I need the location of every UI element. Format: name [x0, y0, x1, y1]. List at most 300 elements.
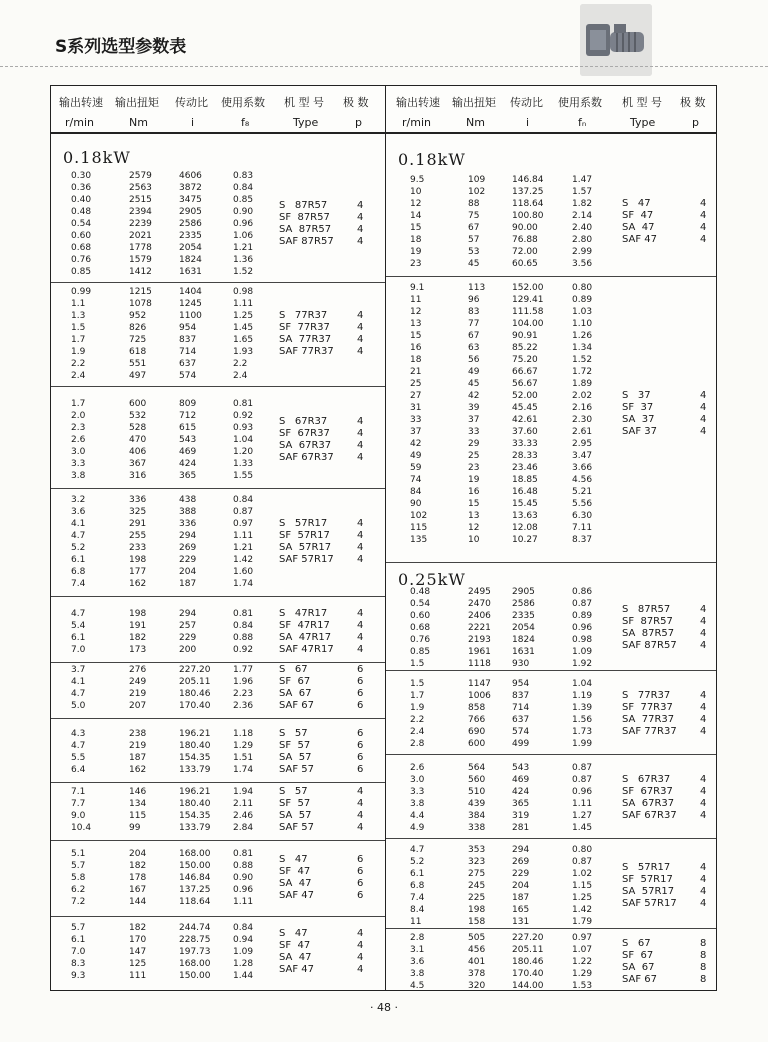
group-divider: [386, 670, 716, 671]
column-ratio: [512, 932, 544, 992]
cell-ratio: 180.46: [179, 689, 211, 699]
model-poles: 4: [357, 310, 364, 321]
cell-factor: 1.79: [572, 917, 593, 927]
cell-ratio: 469: [179, 447, 197, 457]
cell-ratio: 170.40: [512, 969, 544, 979]
cell-torque: 167: [129, 885, 147, 895]
cell-ratio: 180.46: [512, 957, 544, 967]
cell-speed: 0.60: [410, 611, 431, 621]
model-poles: 4: [357, 236, 364, 247]
cell-ratio: 257: [179, 621, 197, 631]
cell-ratio: 809: [179, 399, 197, 409]
cell-ratio: 543: [179, 435, 197, 445]
cell-speed: 5.0: [71, 701, 86, 711]
cell-speed: 0.48: [410, 587, 431, 597]
cell-torque: 63: [468, 343, 480, 353]
group-divider: [51, 282, 386, 283]
cell-ratio: 168.00: [179, 849, 211, 859]
cell-ratio: 45.45: [512, 403, 538, 413]
cell-torque: 162: [129, 579, 147, 589]
cell-factor: 0.89: [572, 611, 593, 621]
model-poles: 4: [357, 428, 364, 439]
column-ratio: [512, 174, 544, 270]
column-speed: [71, 608, 85, 656]
model-poles: 4: [700, 810, 707, 821]
cell-speed: 6.8: [71, 567, 86, 577]
cell-ratio: 165: [512, 905, 530, 915]
cell-torque: 249: [129, 677, 147, 687]
cell-torque: 49: [468, 367, 480, 377]
model-type: S 57: [279, 786, 308, 797]
cell-torque: 182: [129, 923, 147, 933]
cell-ratio: 154.35: [179, 811, 211, 821]
unit-ratio: i: [526, 116, 530, 129]
column-factor: [233, 608, 253, 656]
model-type: SAF 57R17: [279, 554, 334, 565]
cell-factor: 0.88: [233, 633, 254, 643]
cell-speed: 3.6: [71, 507, 86, 517]
cell-torque: 600: [468, 739, 486, 749]
model-poles: 4: [357, 224, 364, 235]
column-factor: [572, 932, 592, 992]
cell-factor: 1.60: [233, 567, 254, 577]
cell-ratio: 2054: [512, 623, 535, 633]
cell-speed: 19: [410, 247, 422, 257]
group-divider: [51, 916, 386, 917]
cell-torque: 109: [468, 175, 486, 185]
cell-factor: 0.98: [233, 287, 254, 297]
cell-ratio: 2054: [179, 243, 202, 253]
cell-torque: 2394: [129, 207, 152, 217]
cell-torque: 99: [129, 823, 141, 833]
cell-speed: 12: [410, 199, 422, 209]
model-poles: 4: [700, 628, 707, 639]
cell-torque: 77: [468, 319, 480, 329]
cell-torque: 83: [468, 307, 480, 317]
cell-torque: 187: [129, 753, 147, 763]
cell-torque: 497: [129, 371, 147, 381]
cell-ratio: 76.88: [512, 235, 538, 245]
cell-ratio: 23.46: [512, 463, 538, 473]
cell-speed: 11: [410, 917, 422, 927]
model-type: SF 87R57: [622, 616, 673, 627]
model-type: SA 67R37: [279, 440, 332, 451]
cell-torque: 225: [468, 893, 486, 903]
cell-speed: 6.1: [410, 869, 425, 879]
model-poles: 4: [700, 390, 707, 401]
unit-factor: fₙ: [578, 116, 587, 129]
cell-ratio: 2586: [179, 219, 202, 229]
cell-torque: 173: [129, 645, 147, 655]
cell-factor: 1.74: [233, 765, 254, 775]
model-poles: 4: [357, 518, 364, 529]
cell-factor: 0.80: [572, 283, 593, 293]
cell-speed: 9.0: [71, 811, 86, 821]
cell-torque: 766: [468, 715, 486, 725]
group-divider: [386, 838, 716, 839]
cell-speed: 2.4: [71, 371, 86, 381]
model-poles: 4: [700, 702, 707, 713]
unit-factor: f₈: [241, 116, 250, 129]
cell-speed: 6.1: [71, 633, 86, 643]
cell-factor: 0.94: [233, 935, 254, 945]
cell-torque: 564: [468, 763, 486, 773]
column-ratio: [512, 586, 535, 670]
cell-factor: 0.92: [233, 411, 254, 421]
cell-speed: 0.30: [71, 171, 92, 181]
cell-speed: 9.5: [410, 175, 425, 185]
column-speed: [71, 664, 85, 712]
cell-speed: 6.1: [71, 935, 86, 945]
cell-factor: 1.19: [572, 691, 593, 701]
cell-factor: 1.02: [572, 869, 593, 879]
cell-torque: 162: [129, 765, 147, 775]
column-ratio: [179, 398, 196, 482]
cell-factor: 1.74: [233, 579, 254, 589]
cell-torque: 177: [129, 567, 147, 577]
cell-factor: 0.93: [233, 423, 254, 433]
column-factor: [233, 398, 253, 482]
cell-factor: 0.88: [233, 861, 254, 871]
model-poles: 4: [357, 554, 364, 565]
model-type: S 77R37: [622, 690, 671, 701]
cell-speed: 135: [410, 535, 428, 545]
cell-ratio: 269: [512, 857, 530, 867]
cell-ratio: 16.48: [512, 487, 538, 497]
model-type: SF 67R37: [622, 786, 673, 797]
cell-factor: 1.33: [233, 459, 254, 469]
left-table: [50, 85, 387, 991]
cell-factor: 1.29: [572, 969, 593, 979]
header-speed: 输出转速: [396, 96, 440, 109]
cell-ratio: 543: [512, 763, 530, 773]
cell-speed: 37: [410, 427, 422, 437]
cell-speed: 5.7: [71, 923, 86, 933]
cell-factor: 0.90: [233, 873, 254, 883]
cell-torque: 233: [129, 543, 147, 553]
cell-factor: 4.56: [572, 475, 593, 485]
cell-factor: 1.29: [233, 741, 254, 751]
column-speed: [71, 494, 85, 590]
cell-torque: 204: [129, 849, 147, 859]
model-type: SAF 57R17: [622, 898, 677, 909]
cell-ratio: 714: [179, 347, 197, 357]
model-type: S 47: [279, 928, 308, 939]
cell-speed: 0.68: [71, 243, 92, 253]
model-type: SAF 47R17: [279, 644, 334, 655]
cell-ratio: 33.33: [512, 439, 538, 449]
model-poles: 8: [700, 962, 707, 973]
model-poles: 4: [700, 886, 707, 897]
cell-ratio: 930: [512, 659, 530, 669]
cell-speed: 6.4: [71, 765, 86, 775]
cell-torque: 320: [468, 981, 486, 991]
group-divider: [386, 562, 716, 563]
model-poles: 4: [357, 798, 364, 809]
model-poles: 4: [700, 726, 707, 737]
column-factor: [572, 678, 592, 750]
model-type: S 77R37: [279, 310, 328, 321]
cell-ratio: 118.64: [512, 199, 544, 209]
cell-speed: 2.3: [71, 423, 86, 433]
model-poles: 4: [357, 928, 364, 939]
column-ratio: [179, 286, 202, 382]
cell-torque: 67: [468, 331, 480, 341]
cell-speed: 14: [410, 211, 422, 221]
cell-factor: 0.85: [233, 195, 254, 205]
cell-factor: 2.11: [233, 799, 254, 809]
cell-speed: 0.99: [71, 287, 92, 297]
cell-factor: 1.65: [233, 335, 254, 345]
cell-speed: 6.2: [71, 885, 86, 895]
model-poles: 4: [357, 542, 364, 553]
cell-factor: 7.11: [572, 523, 593, 533]
group-divider: [386, 276, 716, 277]
cell-speed: 1.5: [410, 679, 425, 689]
model-type: SF 67: [279, 676, 311, 687]
cell-torque: 113: [468, 283, 486, 293]
cell-speed: 3.2: [71, 495, 86, 505]
cell-ratio: 129.41: [512, 295, 544, 305]
cell-ratio: 133.79: [179, 823, 211, 833]
cell-ratio: 954: [512, 679, 530, 689]
cell-speed: 74: [410, 475, 422, 485]
model-poles: 4: [357, 940, 364, 951]
cell-ratio: 66.67: [512, 367, 538, 377]
cell-factor: 0.97: [233, 519, 254, 529]
cell-speed: 3.8: [410, 799, 425, 809]
cell-speed: 42: [410, 439, 422, 449]
cell-factor: 3.56: [572, 259, 593, 269]
group-divider: [51, 718, 386, 719]
model-type: SAF 87R57: [279, 236, 334, 247]
column-torque: [129, 664, 146, 712]
cell-torque: 198: [129, 609, 147, 619]
cell-ratio: 227.20: [179, 665, 211, 675]
cell-factor: 1.26: [572, 331, 593, 341]
cell-factor: 0.92: [233, 645, 254, 655]
column-speed: [71, 286, 91, 382]
cell-torque: 401: [468, 957, 486, 967]
cell-ratio: 146.84: [179, 873, 211, 883]
cell-speed: 4.5: [410, 981, 425, 991]
column-torque: [129, 398, 146, 482]
cell-factor: 1.73: [572, 727, 593, 737]
model-poles: 6: [357, 676, 364, 687]
cell-factor: 1.27: [572, 811, 593, 821]
cell-torque: 560: [468, 775, 486, 785]
cell-ratio: 294: [179, 609, 197, 619]
cell-factor: 1.93: [233, 347, 254, 357]
cell-factor: 1.20: [233, 447, 254, 457]
cell-ratio: 200: [179, 645, 197, 655]
column-factor: [233, 170, 253, 278]
column-speed: [71, 786, 91, 834]
cell-torque: 255: [129, 531, 147, 541]
cell-speed: 4.7: [410, 845, 425, 855]
cell-torque: 353: [468, 845, 486, 855]
cell-torque: 1412: [129, 267, 152, 277]
cell-ratio: 615: [179, 423, 197, 433]
group-divider: [51, 386, 386, 387]
column-torque: [129, 494, 146, 590]
cell-ratio: 168.00: [179, 959, 211, 969]
model-poles: 6: [357, 700, 364, 711]
cell-ratio: 75.20: [512, 355, 538, 365]
column-factor: [572, 586, 592, 670]
cell-torque: 42: [468, 391, 480, 401]
header-poles: 极 数: [680, 96, 706, 109]
column-torque: [468, 932, 485, 992]
cell-ratio: 60.65: [512, 259, 538, 269]
cell-speed: 3.8: [71, 471, 86, 481]
cell-factor: 1.82: [572, 199, 593, 209]
model-poles: 4: [357, 440, 364, 451]
cell-speed: 0.85: [410, 647, 431, 657]
cell-ratio: 85.22: [512, 343, 538, 353]
cell-ratio: 205.11: [179, 677, 211, 687]
cell-torque: 96: [468, 295, 480, 305]
model-type: SA 87R57: [279, 224, 332, 235]
model-poles: 8: [700, 950, 707, 961]
column-ratio: [512, 844, 529, 928]
cell-factor: 2.2: [233, 359, 248, 369]
cell-torque: 618: [129, 347, 147, 357]
model-type: SA 57: [279, 752, 312, 763]
cell-speed: 84: [410, 487, 422, 497]
cell-torque: 111: [129, 971, 147, 981]
cell-torque: 207: [129, 701, 147, 711]
column-speed: [410, 678, 424, 750]
cell-factor: 1.45: [233, 323, 254, 333]
model-poles: 4: [357, 346, 364, 357]
column-factor: [233, 922, 253, 982]
group-divider: [51, 662, 386, 663]
cell-ratio: 229: [512, 869, 530, 879]
cell-speed: 59: [410, 463, 422, 473]
cell-factor: 0.81: [233, 849, 254, 859]
column-speed: [71, 728, 85, 776]
cell-torque: 2470: [468, 599, 491, 609]
model-poles: 4: [357, 608, 364, 619]
cell-factor: 0.89: [572, 295, 593, 305]
model-type: SA 47R17: [279, 632, 332, 643]
header-type: 机 型 号: [622, 96, 662, 109]
cell-factor: 2.40: [572, 223, 593, 233]
cell-speed: 1.5: [71, 323, 86, 333]
cell-speed: 4.1: [71, 677, 86, 687]
column-factor: [233, 848, 253, 908]
column-speed: [71, 922, 85, 982]
cell-ratio: 336: [179, 519, 197, 529]
cell-torque: 13: [468, 511, 480, 521]
cell-ratio: 10.27: [512, 535, 538, 545]
cell-factor: 1.03: [572, 307, 593, 317]
model-type: SAF 57: [279, 764, 315, 775]
cell-ratio: 837: [179, 335, 197, 345]
cell-ratio: 72.00: [512, 247, 538, 257]
column-torque: [129, 786, 146, 834]
cell-factor: 1.06: [233, 231, 254, 241]
model-poles: 4: [357, 786, 364, 797]
cell-speed: 9.1: [410, 283, 425, 293]
column-factor: [233, 286, 253, 382]
cell-ratio: 133.79: [179, 765, 211, 775]
cell-speed: 5.1: [71, 849, 86, 859]
power-heading: 0.18kW: [398, 150, 466, 169]
group-divider: [51, 596, 386, 597]
cell-speed: 6.8: [410, 881, 425, 891]
cell-torque: 10: [468, 535, 480, 545]
cell-speed: 2.8: [410, 739, 425, 749]
model-type: SF 77R37: [622, 702, 673, 713]
cell-speed: 18: [410, 235, 422, 245]
model-poles: 4: [700, 774, 707, 785]
cell-torque: 406: [129, 447, 147, 457]
column-factor: [572, 844, 592, 928]
cell-torque: 19: [468, 475, 480, 485]
cell-ratio: 954: [179, 323, 197, 333]
cell-torque: 338: [468, 823, 486, 833]
cell-torque: 325: [129, 507, 147, 517]
model-poles: 6: [357, 878, 364, 889]
cell-speed: 7.4: [410, 893, 425, 903]
cell-ratio: 118.64: [179, 897, 211, 907]
column-speed: [410, 174, 424, 270]
right-table: [385, 85, 717, 991]
model-type: S 67: [279, 664, 308, 675]
cell-ratio: 180.40: [179, 741, 211, 751]
unit-speed: r/min: [65, 116, 94, 129]
cell-torque: 125: [129, 959, 147, 969]
cell-torque: 276: [129, 665, 147, 675]
group-divider: [51, 782, 386, 783]
cell-speed: 4.1: [71, 519, 86, 529]
cell-factor: 3.66: [572, 463, 593, 473]
cell-ratio: 90.00: [512, 223, 538, 233]
cell-torque: 384: [468, 811, 486, 821]
column-torque: [468, 282, 485, 546]
model-type: SAF 67: [279, 700, 315, 711]
cell-ratio: 204: [179, 567, 197, 577]
cell-speed: 0.68: [410, 623, 431, 633]
model-poles: 4: [357, 964, 364, 975]
cell-speed: 31: [410, 403, 422, 413]
cell-factor: 1.77: [233, 665, 254, 675]
cell-ratio: 42.61: [512, 415, 538, 425]
model-type: SAF 47: [622, 234, 658, 245]
cell-factor: 2.99: [572, 247, 593, 257]
model-poles: 6: [357, 752, 364, 763]
cell-torque: 33: [468, 427, 480, 437]
cell-factor: 0.84: [233, 621, 254, 631]
model-poles: 4: [357, 200, 364, 211]
cell-torque: 147: [129, 947, 147, 957]
cell-speed: 4.7: [71, 609, 86, 619]
cell-torque: 134: [129, 799, 147, 809]
model-poles: 8: [700, 974, 707, 985]
cell-torque: 16: [468, 487, 480, 497]
cell-torque: 67: [468, 223, 480, 233]
cell-torque: 826: [129, 323, 147, 333]
cell-ratio: 281: [512, 823, 530, 833]
model-type: SA 87R57: [622, 628, 675, 639]
cell-ratio: 150.00: [179, 971, 211, 981]
model-type: S 87R57: [622, 604, 671, 615]
cell-ratio: 13.63: [512, 511, 538, 521]
cell-speed: 16: [410, 343, 422, 353]
cell-ratio: 2335: [512, 611, 535, 621]
